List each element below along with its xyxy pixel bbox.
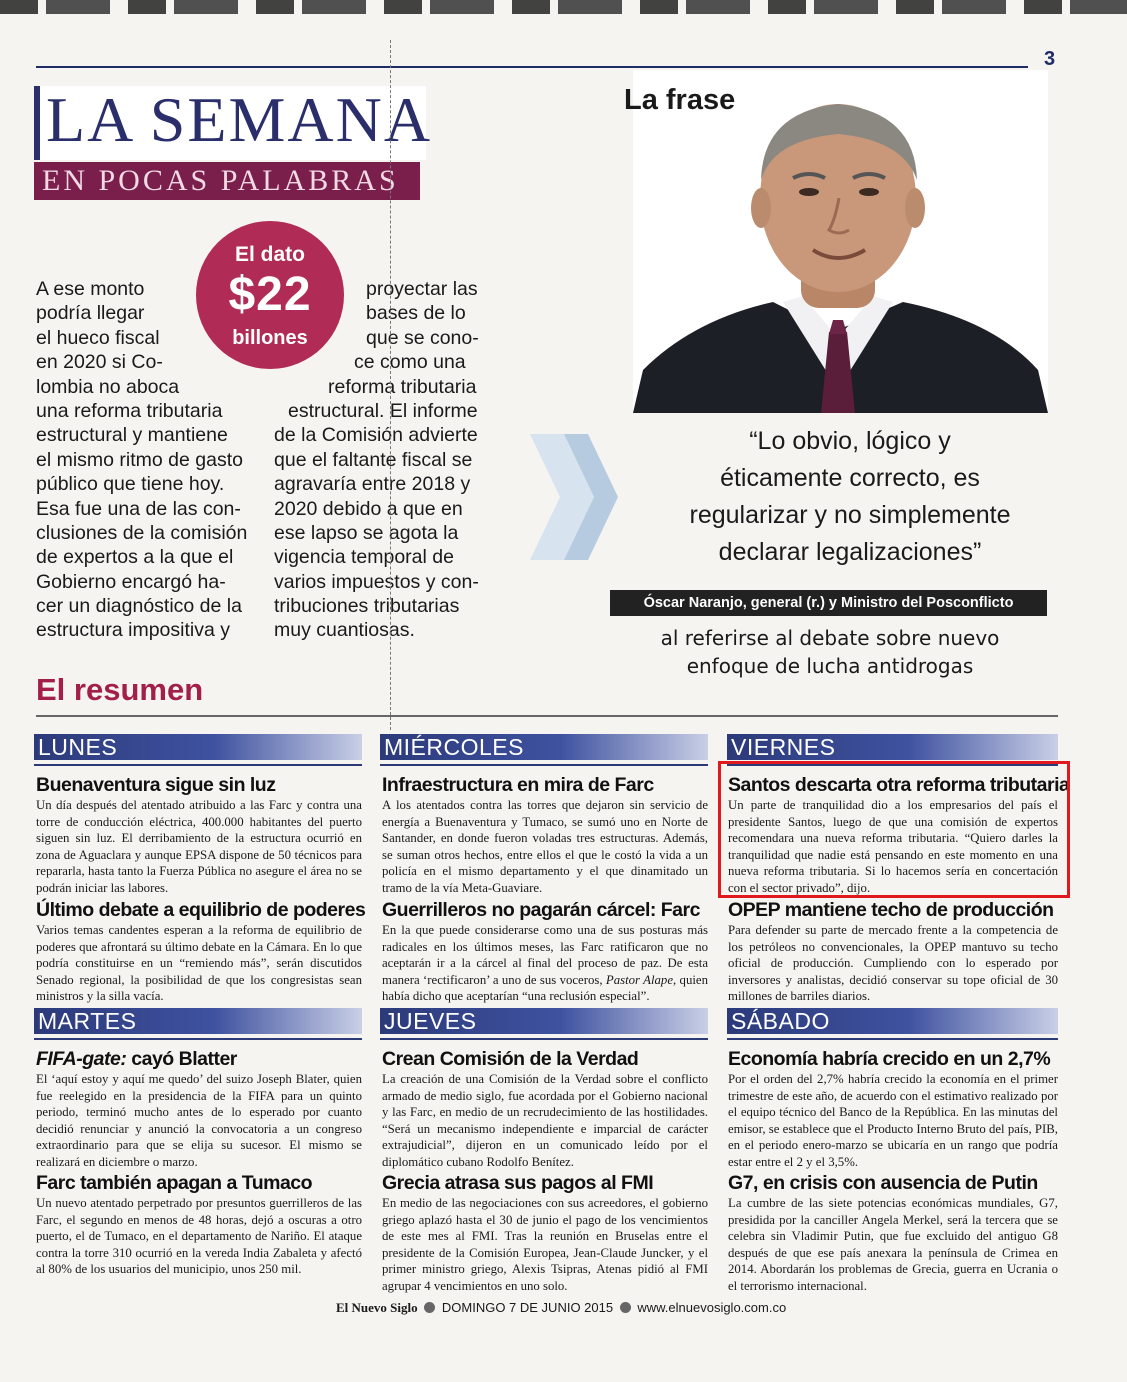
day-label: VIERNES <box>731 734 836 760</box>
section-subtitle: EN POCAS PALABRAS <box>42 164 399 197</box>
highlight-box <box>718 761 1070 898</box>
day-rule <box>727 1038 1058 1040</box>
day-rule <box>34 1038 362 1040</box>
dato-line: estructural. El informe <box>288 399 478 422</box>
article-headline: Buenaventura sigue sin luz <box>36 774 276 796</box>
article-economia <box>728 1048 1058 1171</box>
section-title-box <box>34 84 433 160</box>
dato-line: estructura impositiva y <box>36 619 230 642</box>
dato-line: Esa fue una de las con- <box>36 497 241 520</box>
dato-line: bases de lo <box>366 302 466 325</box>
article-headline: Santos descarta otra reforma tributaria <box>728 774 1070 796</box>
article-body: A los atentados contra las torres que dejaron sin servicio de energía a Buenaventura y Tumaco, se sumó uno en Norte de Santander, en donde fueron voladas tres estructuras. Además, se suman otros hechos, entre ellos el que le costó la vida a un policía en el mismo departamento y el que dinamitado un tramo de la vía Meta-Guaviare. <box>382 798 708 895</box>
article-g7 <box>728 1172 1058 1295</box>
dato-line: tribuciones tributarias <box>274 595 460 618</box>
headline-rest: cayó Blatter <box>126 1048 237 1070</box>
headline-emphasis: FIFA-gate: <box>36 1048 127 1070</box>
day-header-jueves <box>380 1008 708 1034</box>
dato-line: Gobierno encargó ha- <box>36 570 226 593</box>
quote-author: Óscar Naranjo, general (r.) y Ministro del Posconflicto <box>610 590 1047 616</box>
portrait-photo <box>633 70 1048 413</box>
day-rule <box>34 764 362 766</box>
quote-line: éticamente correcto, es <box>720 464 980 492</box>
dato-line: el hueco fiscal <box>36 326 160 349</box>
page-footer <box>336 1300 786 1316</box>
article-body: La creación de una Comisión de la Verdad sobre el conflicto armado de medio siglo, fue acordada por el Gobierno nacional y las Farc, en medio de un recrudecimiento de las hostilidades. “Será un mecanismo independiente e imparcial de carácter extrajudicial”, dijeron en un comunicado leído por el diplomático cubano Rodolfo Benítez. <box>382 1072 708 1169</box>
dato-line: una reforma tributaria <box>36 399 223 422</box>
day-rule <box>380 764 708 766</box>
day-header-sabado <box>727 1008 1058 1034</box>
dato-line: reforma tributaria <box>328 375 477 398</box>
dato-line: proyectar las <box>366 278 478 300</box>
day-label: MARTES <box>38 1008 137 1034</box>
section-subtitle-box <box>34 162 420 200</box>
dato-line: en 2020 si Co- <box>36 351 163 374</box>
frase-heading: La frase <box>624 84 736 116</box>
article-headline: Infraestructura en mira de Farc <box>382 774 654 796</box>
article-headline: Guerrilleros no pagarán cárcel: Farc <box>382 899 700 921</box>
quote-line: regularizar y no simplemente <box>689 501 1011 529</box>
resumen-rule <box>36 715 1058 717</box>
article-comision-verdad <box>382 1048 708 1171</box>
article-headline: G7, en crisis con ausencia de Putin <box>728 1172 1038 1194</box>
section-title: LA SEMANA <box>46 84 433 155</box>
bullet-icon <box>620 1302 631 1313</box>
day-header-martes <box>34 1008 362 1034</box>
quote-line: declarar legalizaciones” <box>718 538 982 566</box>
dato-line: público que tiene hoy. <box>36 473 225 496</box>
context-line: enfoque de lucha antidrogas <box>686 654 974 678</box>
article-headline: Economía habría crecido en un 2,7% <box>728 1048 1051 1070</box>
article-body: Un parte de tranquilidad dio a los empresarios del país el presidente Santos, luego de que una comisión de expertos recomendara una nueva reforma tributaria. “Quiero darles la tranquilidad que nadie está pensando en este momento en una nueva reforma tributaria. Si lo hacemos sería en concertación con el sector privado”, dijo. <box>728 798 1058 895</box>
article-headline: Farc también apagan a Tumaco <box>36 1172 313 1194</box>
article-body <box>382 922 708 1005</box>
footer-url[interactable]: www.elnuevosiglo.com.co <box>637 1300 787 1315</box>
dato-line: el mismo ritmo de gasto <box>36 448 243 471</box>
footer-brand: El Nuevo Siglo <box>336 1300 418 1315</box>
article-body: Un nuevo atentado perpetrado por presuntos guerrilleros de las Farc, el segundo en menos de 48 horas, dejó a oscuras a otro puerto, el de Tumaco, en el departamento de Nariño. El ataque contra la torre 310 ocurrió en la vereda India Zabaleta y afectó al 80% de los usuarios del municipio, unos 250 mil. <box>36 1196 362 1277</box>
portrait-illustration <box>633 70 1048 413</box>
article-body: En medio de las negociaciones con sus acreedores, el gobierno griego aplazó hasta el 30 de junio el pago de los vencimientos de este mes al FMI. Tras la reunión en Bruselas entre el presidente de la Comisión Europea, Jean-Claude Juncker, y el primer ministro griego, Alexis Tsipras, Atenas pidió al FMI agrupar 4 vencimientos en uno solo. <box>382 1196 708 1293</box>
article-body: El ‘aquí estoy y aquí me quedo’ del suizo Joseph Blater, quien fue reelegido en la presidencia de la FIFA para un quinto periodo, terminó mucho antes de lo esperado por cuanto decidió renunciar y anunció la convocatoria a un congreso extraordinario para que se elija su sucesor. El mismo se realizará en diciembre o marzo. <box>36 1072 362 1169</box>
article-body: Un día después del atentado atribuido a las Farc y contra una torre de conducción eléctrica, 400.000 habitantes del puerto siguen sin luz. El derribamiento de la estructura ocurrió en zona de Aguaclara y aunque EPSA dispone de 50 técnicos para repararla, hasta tanto la Fuerza Pública no asegure el área no se podrán iniciar las labores. <box>36 798 362 895</box>
article-fifa-gate <box>36 1048 362 1171</box>
article-body: Para defender su parte de mercado frente a la competencia de los petróleos no convencionales, la OPEP mantuvo su techo oficial de producción. Cumpliendo con lo esperado por inversores y analistas, decidió conservar su tope oficial de 30 millones de barriles diarios. <box>728 923 1058 1004</box>
page-number: 3 <box>1044 48 1056 70</box>
article-grecia <box>382 1172 708 1295</box>
dato-line: podría llegar <box>36 302 145 325</box>
article-body: La cumbre de las siete potencias económicas mundiales, G7, presidida por la canciller Angela Merkel, será la tercera que se celebra sin Vladimir Putin, que fue excluido del antiguo G8 después de que ese país anexara la península de Crimea en 2014. Abordarán los problemas de Grecia, guerra en Ucrania o el terrorismo internacional. <box>728 1196 1058 1293</box>
dato-line: varios impuestos y con- <box>274 570 479 593</box>
day-label: JUEVES <box>384 1008 477 1034</box>
body-emphasis: Pastor Alape <box>605 972 673 987</box>
dato-line: que el faltante fiscal se <box>274 448 473 471</box>
header-rule <box>36 66 1028 68</box>
dato-value: $22 <box>228 268 312 321</box>
article-headline <box>36 1048 362 1070</box>
dato-line: de la Comisión advierte <box>274 424 478 447</box>
dato-label: El dato <box>234 243 305 266</box>
dato-line: de expertos a la que el <box>36 546 234 569</box>
dato-line: clusiones de la comisión <box>36 521 248 544</box>
article-tumaco <box>36 1172 362 1278</box>
article-headline: Último debate a equilibrio de poderes <box>36 899 366 921</box>
dato-line: agravaría entre 2018 y <box>274 473 471 496</box>
context-line: al referirse al debate sobre nuevo <box>660 626 1000 650</box>
article-headline: Crean Comisión de la Verdad <box>382 1048 639 1070</box>
article-equilibrio-poderes <box>36 899 366 1005</box>
dato-line: A ese monto <box>36 278 145 300</box>
chevron-arrows-icon <box>530 434 626 560</box>
dato-line: cer un diagnóstico de la <box>36 595 242 618</box>
dato-line: muy cuantiosas. <box>274 619 415 642</box>
article-headline: Grecia atrasa sus pagos al FMI <box>382 1172 654 1194</box>
footer-date: DOMINGO 7 DE JUNIO 2015 <box>441 1300 614 1315</box>
article-headline: OPEP mantiene techo de producción <box>728 899 1054 921</box>
dato-line: ese lapso se agota la <box>274 521 459 544</box>
article-opep <box>728 899 1058 1005</box>
article-guerrilleros <box>382 899 708 1005</box>
top-print-strip <box>0 0 1127 14</box>
body-text: En la que puede considerarse como una de sus posturas más radicales en los últimos meses, las Farc ratificaron que no aceptarán ir a la cárcel al final del proceso de paz. De esta manera ‘rectificaron’ a uno de sus voceros, <box>382 923 708 987</box>
article-buenaventura <box>36 774 362 897</box>
dato-circle <box>196 221 344 369</box>
body-text: , quien había dicho que aceptarían “una reclusión especial”. <box>382 972 708 1004</box>
day-label: MIÉRCOLES <box>384 734 524 760</box>
day-header-lunes <box>34 734 362 760</box>
frase-quote <box>640 423 1060 571</box>
day-rule <box>380 1038 708 1040</box>
day-header-viernes <box>727 734 1058 760</box>
day-header-miercoles <box>380 734 708 760</box>
dato-line: ce como una <box>354 351 466 374</box>
dato-unit: billones <box>232 327 308 349</box>
dato-line: vigencia temporal de <box>274 546 454 569</box>
day-label: LUNES <box>38 734 118 760</box>
article-infraestructura <box>382 774 708 897</box>
page-fold-line <box>390 40 391 730</box>
quote-context <box>620 624 1040 680</box>
day-label: SÁBADO <box>731 1008 830 1034</box>
dato-line: estructural y mantiene <box>36 424 228 447</box>
dato-line: 2020 debido a que en <box>274 497 463 520</box>
quote-line: “Lo obvio, lógico y <box>749 427 951 455</box>
article-body: Varios temas candentes esperan a la reforma de equilibrio de poderes que afrontará su último debate en la Cámara. En lo que podría constituirse en un “remiendo más”, serán discutidos Senado regional, la posibilidad de que los congresistas sean ministros y la silla vacía. <box>36 923 362 1004</box>
resumen-title: El resumen <box>36 672 204 707</box>
dato-line: lombia no aboca <box>36 375 180 398</box>
bullet-icon <box>424 1302 435 1313</box>
article-body: Por el orden del 2,7% habría crecido la economía en el primer trimestre de este año, de acuerdo con el estimativo realizado por el equipo técnico del Banco de la República. En las minutas del emisor, se establece que el Producto Interno Bruto del país, PIB, en el periodo enero-marzo se ubicaría en un rango que podría estar entre el 2 y el 3,5%. <box>728 1072 1058 1169</box>
dato-line: que se cono- <box>366 326 479 349</box>
